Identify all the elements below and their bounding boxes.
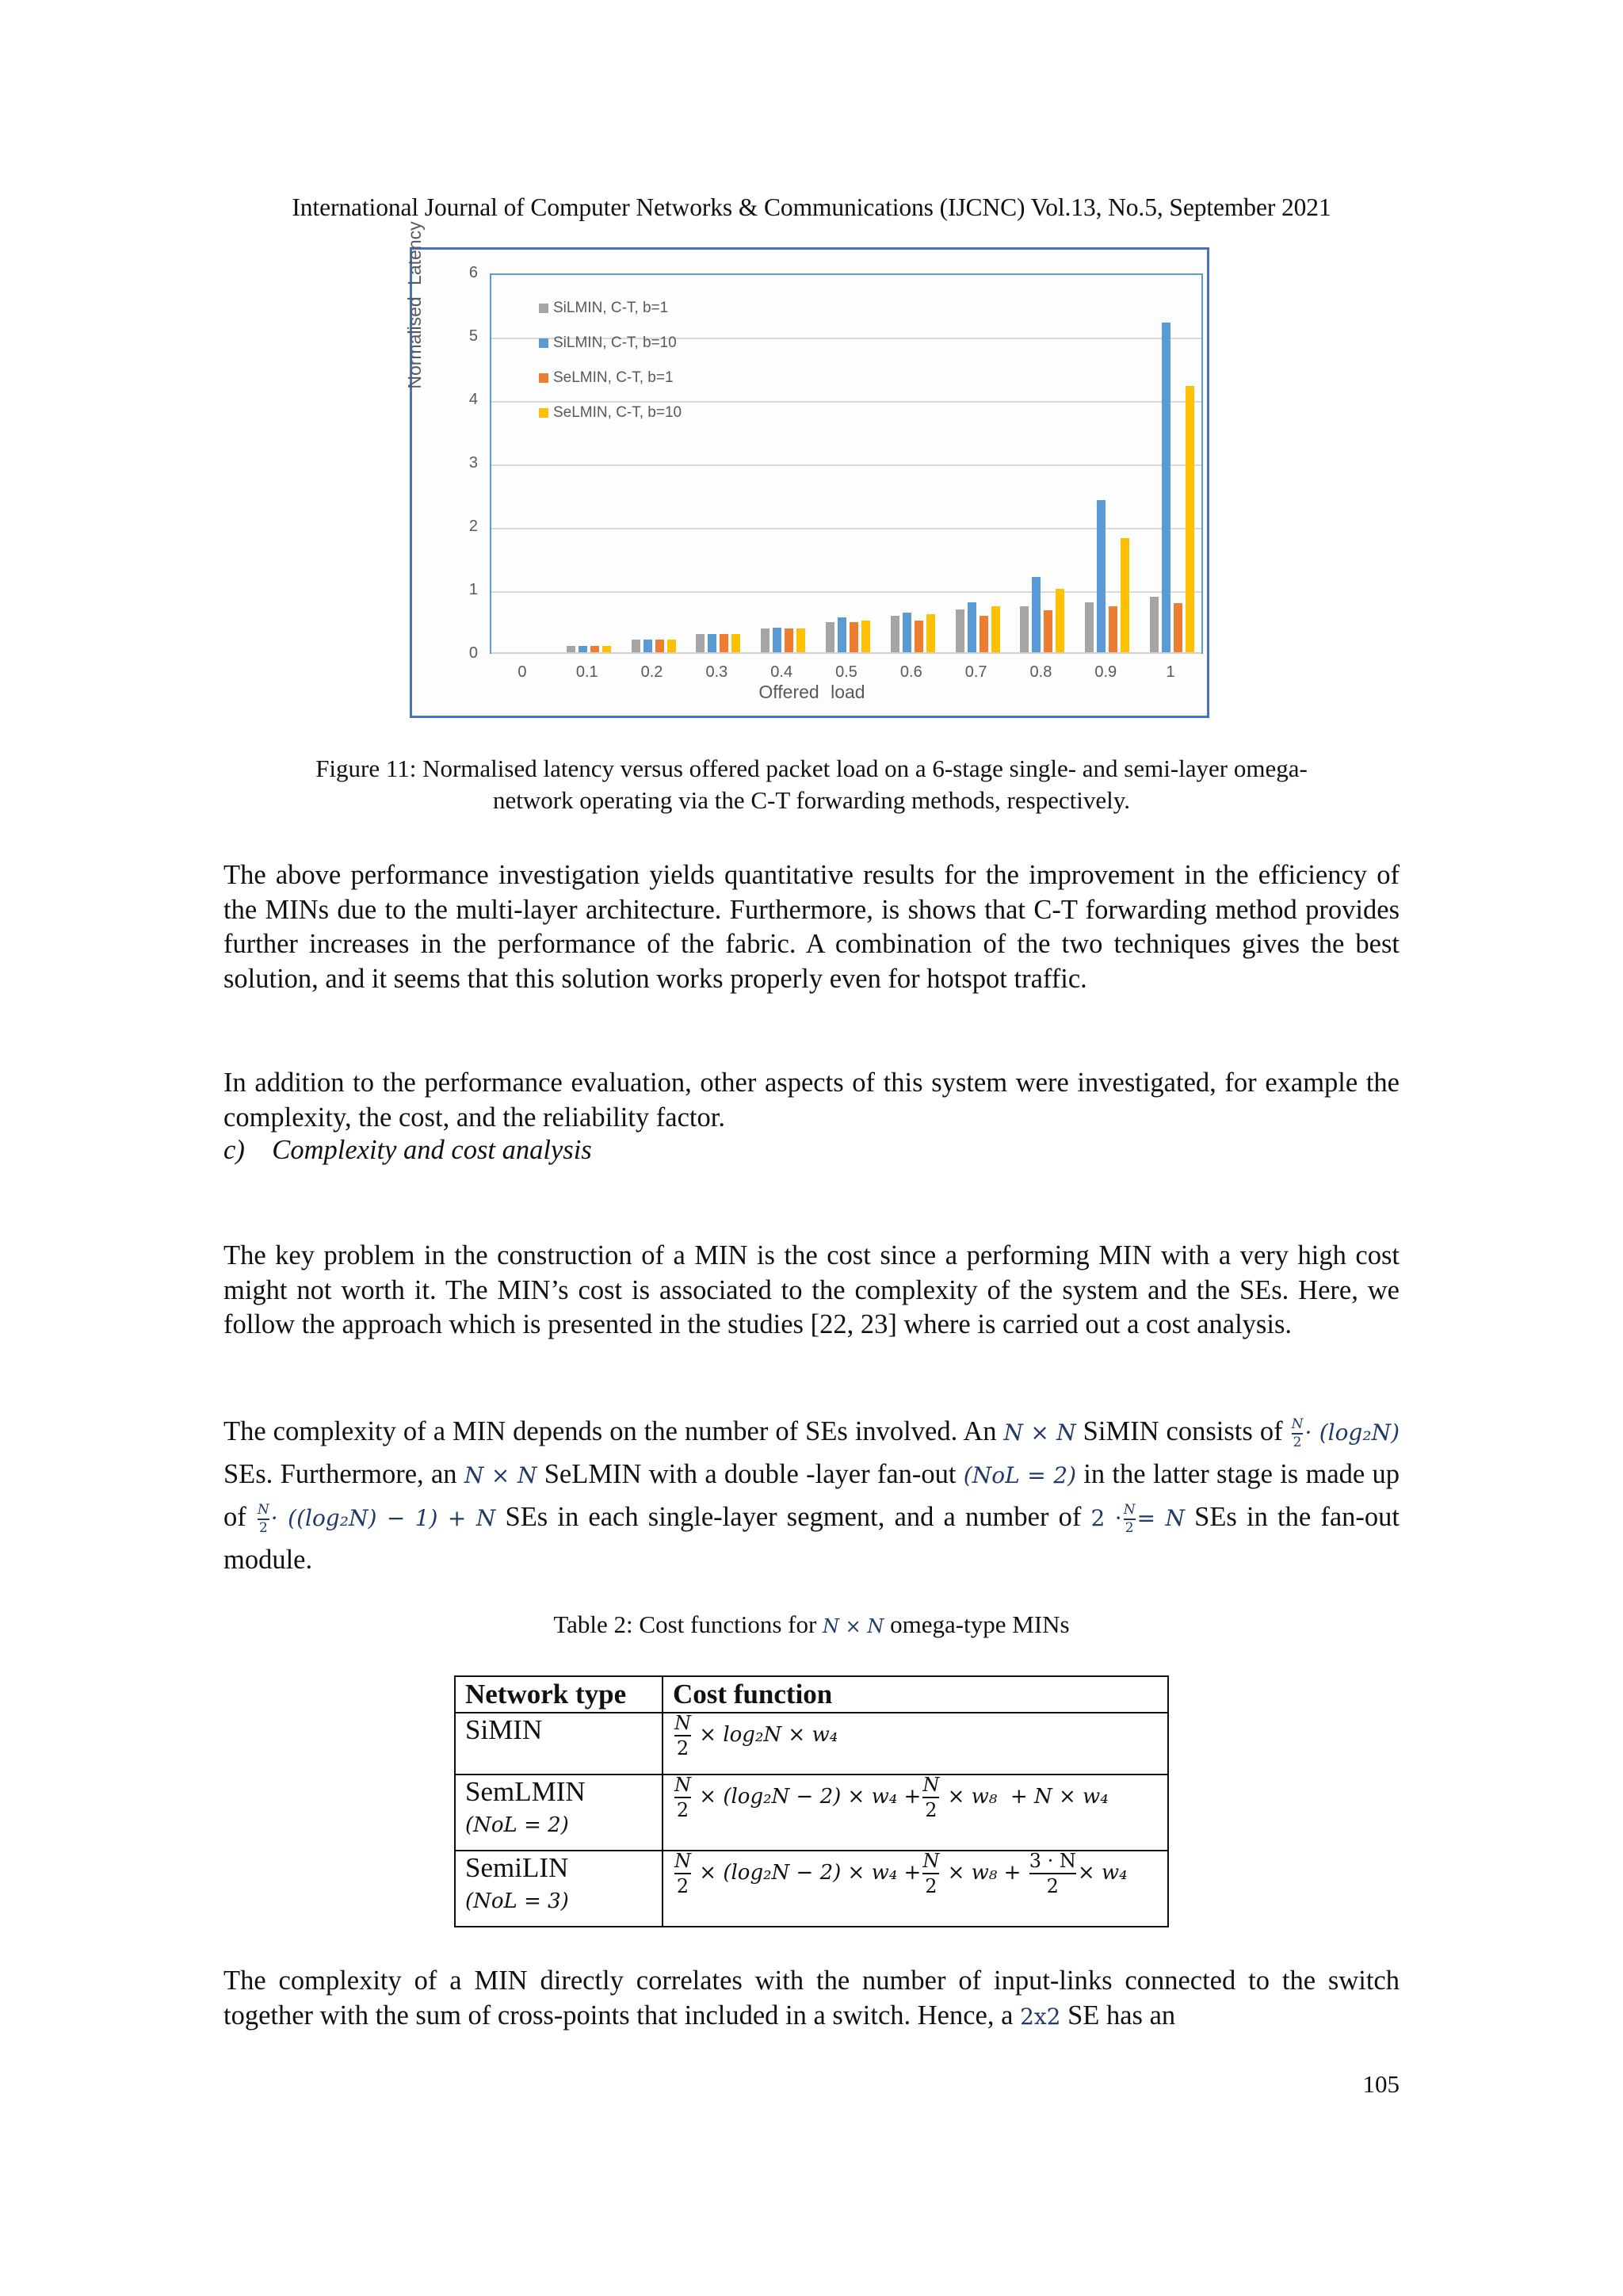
math-term: w₄	[1101, 1861, 1128, 1885]
math-term: w₈	[971, 1785, 998, 1809]
y-tick-label: 5	[468, 327, 478, 345]
cost-formula	[673, 1774, 1109, 1821]
network-type-cell	[455, 1775, 663, 1851]
journal-header: International Journal of Computer Networks & Communications (IJCNC) Vol.13, No.5, September 2021	[292, 193, 1331, 221]
math-fraction	[674, 1775, 691, 1820]
math-nxn: N × N	[1003, 1419, 1076, 1446]
frac-numerator: N	[922, 1850, 940, 1872]
bar	[1097, 500, 1106, 652]
math-fraction	[1124, 1503, 1136, 1535]
x-tick-label: 0.3	[705, 663, 728, 681]
x-tick-label: 0	[517, 663, 527, 681]
bar	[980, 616, 988, 652]
x-axis-label: Offered load	[758, 682, 865, 702]
legend-label: SiLMIN, C-T, b=1	[553, 300, 669, 316]
frac-denominator: 2	[676, 1799, 689, 1821]
text-run: SiMIN consists of	[1075, 1416, 1290, 1446]
math-nxn: N × N	[464, 1462, 537, 1488]
x-tick-label: 0.1	[575, 663, 598, 681]
frac-numerator: N	[1123, 1502, 1136, 1519]
bar	[773, 628, 781, 652]
y-tick-label: 2	[468, 518, 478, 535]
cost-formula	[673, 1712, 838, 1759]
operator: +	[903, 1861, 922, 1885]
plot-area	[490, 273, 1203, 654]
bar	[891, 616, 899, 652]
operator: ×	[847, 1861, 865, 1885]
frac-numerator: N	[674, 1774, 691, 1796]
frac-denominator: 2	[1293, 1435, 1302, 1451]
operator: +	[1003, 1861, 1022, 1885]
text-run: SE has an	[1060, 2000, 1176, 2030]
x-tick-label: 0.7	[964, 663, 987, 681]
operator: ×	[699, 1723, 717, 1747]
legend-item	[539, 291, 682, 326]
column-header: Network type	[455, 1676, 663, 1713]
bar	[667, 640, 676, 652]
network-type-cell	[455, 1851, 663, 1927]
frac-denominator: 2	[925, 1799, 938, 1821]
math-fraction	[674, 1851, 691, 1896]
operator: ×	[947, 1785, 965, 1809]
frac-denominator: 2	[258, 1520, 268, 1537]
y-tick-label: 0	[468, 644, 478, 662]
bar	[991, 606, 1000, 652]
math-log: · (log₂N)	[1304, 1419, 1400, 1446]
y-axis-label: Normalised Latency	[404, 221, 425, 389]
y-tick-label: 1	[468, 581, 478, 598]
text-run: SEs in the fan-out module.	[223, 1502, 1400, 1575]
operator: ×	[699, 1785, 717, 1809]
x-tick-label: 0.9	[1094, 663, 1117, 681]
x-tick-label: 0.6	[899, 663, 922, 681]
legend-item	[539, 326, 682, 361]
bar	[708, 634, 716, 652]
operator: ×	[699, 1861, 717, 1885]
legend-swatch-icon	[539, 304, 548, 313]
bar	[968, 602, 976, 652]
bar	[785, 628, 793, 652]
math-term: log₂N	[723, 1723, 782, 1747]
network-type: SemLMIN	[465, 1776, 586, 1807]
legend-label: SeLMIN, C-T, b=10	[553, 404, 682, 421]
math-term: (log₂N − 2)	[723, 1785, 842, 1809]
cost-function-cell	[663, 1775, 1168, 1851]
bar	[903, 613, 911, 652]
text-run: SeLMIN with a double -layer fan-out	[537, 1459, 964, 1489]
paragraph-switch-complexity	[223, 1964, 1400, 2034]
bar	[1109, 606, 1117, 652]
operator: ×	[947, 1861, 965, 1885]
math-2x2: 2x2	[1020, 2003, 1061, 2030]
frac-denominator: 2	[1046, 1875, 1059, 1897]
bar	[602, 646, 611, 652]
bar	[643, 640, 652, 652]
bar	[696, 634, 705, 652]
network-type: SiMIN	[465, 1714, 543, 1745]
bar	[861, 621, 870, 652]
bar	[632, 640, 640, 652]
legend-label: SiLMIN, C-T, b=10	[553, 334, 677, 351]
paragraph-cost: The key problem in the construction of a MIN is the cost since a performing MIN with a very high cost might not worth it. The MIN’s cost is associated to the complexity of the system and the SEs. Here, we follow the approach which is presented in the studies [22, 23] where is carried out a cost analysis.	[223, 1240, 1400, 1339]
bar	[1032, 577, 1041, 652]
x-tick-label: 1	[1166, 663, 1175, 681]
bar	[1150, 597, 1159, 652]
bar	[956, 609, 964, 652]
operator: ×	[1058, 1785, 1076, 1809]
bar	[731, 634, 740, 652]
table-caption	[0, 1610, 1623, 1639]
bar	[1186, 386, 1194, 652]
operator: ×	[788, 1723, 806, 1747]
math-nol: (NoL = 2)	[963, 1462, 1076, 1488]
network-type: SemiLIN	[465, 1852, 569, 1883]
y-tick-label: 6	[468, 264, 478, 281]
math-equals-n: = N	[1136, 1505, 1185, 1531]
math-expression: · ((log₂N) − 1) + N	[270, 1505, 496, 1531]
bar	[579, 646, 587, 652]
legend-swatch-icon	[539, 338, 548, 348]
figure-caption-line: Figure 11: Normalised latency versus offered packet load on a 6-stage single- and semi-layer omega-	[315, 755, 1308, 782]
x-tick-label: 0.5	[835, 663, 857, 681]
frac-numerator: 3 · N	[1029, 1850, 1076, 1872]
bar	[590, 646, 599, 652]
math-fraction	[1029, 1851, 1076, 1896]
bar	[761, 628, 769, 652]
math-term: w₄	[812, 1723, 838, 1747]
x-axis-line	[491, 652, 1201, 654]
frac-numerator: N	[674, 1712, 691, 1734]
y-tick-label: 3	[468, 454, 478, 472]
frac-denominator: 2	[925, 1875, 938, 1897]
frac-numerator: N	[674, 1850, 691, 1872]
gridline	[491, 464, 1201, 466]
table-header-row	[455, 1676, 1168, 1713]
bar	[720, 634, 728, 652]
text-run: omega-type MINs	[884, 1610, 1070, 1638]
x-tick-label: 0.2	[640, 663, 663, 681]
cost-formula	[673, 1850, 1128, 1897]
page-number: 105	[1362, 2070, 1400, 2098]
math-fraction	[258, 1503, 269, 1535]
operator: ×	[847, 1785, 865, 1809]
text-run: The complexity of a MIN depends on the number of SEs involved. An	[223, 1416, 1004, 1446]
frac-denominator: 2	[1125, 1520, 1134, 1537]
section-heading: c) Complexity and cost analysis	[223, 1135, 592, 1165]
column-header: Cost function	[663, 1676, 1168, 1713]
bar	[1020, 606, 1029, 652]
operator: +	[903, 1785, 922, 1809]
bar	[1044, 610, 1052, 652]
operator: +	[1010, 1785, 1028, 1809]
bar	[796, 628, 805, 652]
legend-swatch-icon	[539, 373, 548, 383]
network-type-subscript: (NoL = 2)	[465, 1813, 569, 1837]
figure-caption	[223, 753, 1400, 816]
bar	[1174, 603, 1182, 652]
chart-legend	[539, 291, 682, 430]
text-run: in the latter stage is made up of	[223, 1459, 1400, 1532]
paragraph-complexity	[223, 1411, 1400, 1580]
bar	[915, 621, 923, 652]
bar	[567, 646, 575, 652]
bar	[1162, 323, 1170, 652]
legend-item	[539, 361, 682, 395]
frac-numerator: N	[1291, 1416, 1304, 1433]
math-term: w₄	[871, 1861, 898, 1885]
cost-function-cell	[663, 1851, 1168, 1927]
cost-functions-table	[454, 1675, 1169, 1927]
table-row	[455, 1851, 1168, 1927]
figure-caption-line: network operating via the C-T forwarding methods, respectively.	[492, 786, 1131, 814]
legend-label: SeLMIN, C-T, b=1	[553, 369, 674, 386]
gridline	[491, 528, 1201, 529]
bar	[1085, 602, 1094, 652]
bar	[838, 617, 846, 652]
math-term: (log₂N − 2)	[723, 1861, 842, 1885]
x-tick-label: 0.4	[770, 663, 793, 681]
paragraph-performance: The above performance investigation yields quantitative results for the improvement in the efficiency of the MINs due to the multi-layer architecture. Furthermore, is shows that C-T forwarding method provides further increases in the performance of the fabric. A combination of the two techniques gives the best solution, and it seems that this solution works properly even for hotspot traffic.	[223, 860, 1400, 994]
cost-function-cell	[663, 1713, 1168, 1775]
x-tick-label: 0.8	[1029, 663, 1052, 681]
math-two: 2 ·	[1090, 1505, 1122, 1531]
latency-bar-chart	[404, 221, 1209, 718]
math-term: w₄	[871, 1785, 898, 1809]
math-fraction	[922, 1851, 939, 1896]
table-row	[455, 1775, 1168, 1851]
math-term: w₄	[1083, 1785, 1109, 1809]
bar	[926, 614, 935, 652]
network-type-cell	[455, 1713, 663, 1775]
network-type-subscript: (NoL = 3)	[465, 1889, 569, 1913]
frac-numerator: N	[922, 1774, 940, 1796]
math-fraction	[922, 1775, 939, 1820]
bar	[826, 622, 834, 652]
frac-denominator: 2	[676, 1875, 689, 1897]
text-run: SEs. Furthermore, an	[223, 1459, 464, 1489]
gridline	[491, 591, 1201, 593]
legend-item	[539, 395, 682, 430]
frac-numerator: N	[257, 1502, 269, 1519]
bar	[850, 622, 858, 652]
table-row	[455, 1713, 1168, 1775]
math-nxn: N × N	[823, 1615, 884, 1637]
bar	[655, 640, 664, 652]
frac-denominator: 2	[676, 1737, 689, 1759]
legend-swatch-icon	[539, 408, 548, 418]
text-run: The complexity of a MIN directly correlates with the number of input-links connected to the switch together with the sum of cross-points that included in a switch. Hence, a	[223, 1966, 1400, 2030]
text-run: SEs in each single-layer segment, and a number of	[495, 1502, 1091, 1532]
math-term: N	[1033, 1785, 1052, 1809]
paragraph-other-aspects: In addition to the performance evaluation, other aspects of this system were investigated, for example the complexity, the cost, and the reliability factor.	[223, 1068, 1400, 1133]
math-term: w₈	[971, 1861, 998, 1885]
y-tick-label: 4	[468, 391, 478, 408]
bar	[1121, 538, 1129, 652]
math-fraction	[674, 1713, 691, 1758]
bar	[1056, 589, 1064, 652]
text-run: Table 2: Cost functions for	[553, 1610, 823, 1638]
operator: ×	[1077, 1861, 1095, 1885]
math-fraction	[1292, 1418, 1304, 1450]
